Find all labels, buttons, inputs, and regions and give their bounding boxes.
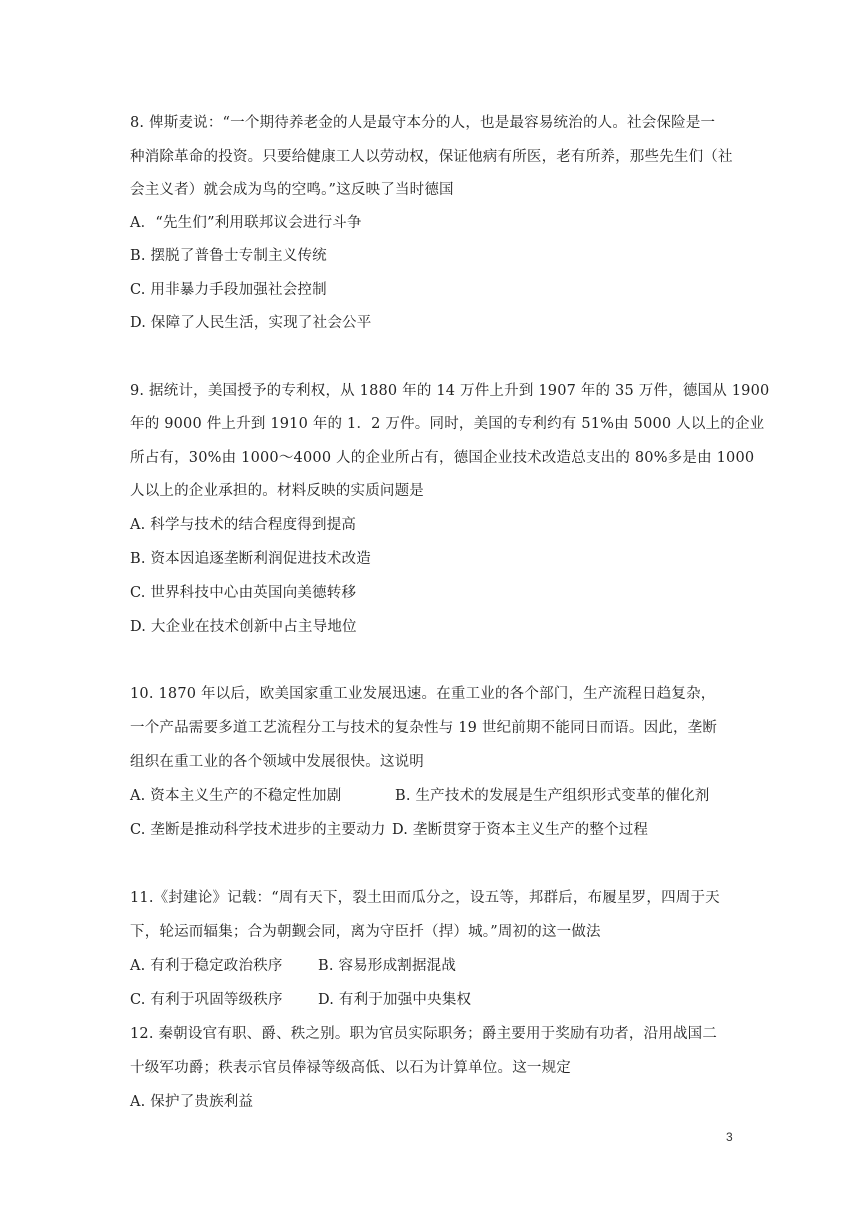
q8-stem-line-1: 8. 俾斯麦说：“一个期待养老金的人是最守本分的人，也是最容易统治的人。社会保险是一	[130, 115, 716, 131]
q11-option-d: D. 有利于加强中央集权	[318, 992, 472, 1008]
q8-stem-line-3: 会主义者）就会成为鸟的空鸣。”这反映了当时德国	[130, 182, 454, 198]
q12-stem-line-2: 十级军功爵；秩表示官员俸禄等级高低、以石为计算单位。这一规定	[130, 1060, 571, 1076]
q8-option-c: C. 用非暴力手段加强社会控制	[130, 282, 327, 298]
q12-option-a: A. 保护了贵族利益	[130, 1094, 254, 1110]
q8-option-d: D. 保障了人民生活，实现了社会公平	[130, 315, 372, 331]
q10-option-a: A. 资本主义生产的不稳定性加剧	[130, 788, 342, 804]
page-number: 3	[726, 1130, 733, 1144]
q11-option-c: C. 有利于巩固等级秩序	[130, 992, 283, 1008]
q9-stem-line-2: 年的 9000 件上升到 1910 年的 1．2 万件。同时，美国的专利约有 51%由 5000 人以上的企业	[130, 416, 765, 432]
q10-option-b: B. 生产技术的发展是生产组织形式变革的催化剂	[395, 788, 710, 804]
q10-option-d: D. 垄断贯穿于资本主义生产的整个过程	[392, 822, 649, 838]
q11-stem-line-2: 下，轮运而辐集；合为朝觐会同，离为守臣扦（捍）城。”周初的这一做法	[130, 924, 601, 940]
q11-option-b: B. 容易形成割据混战	[318, 958, 457, 974]
q11-option-a: A. 有利于稳定政治秩序	[130, 958, 283, 974]
q10-stem-line-3: 组织在重工业的各个领域中发展很快。这说明	[130, 754, 424, 770]
q12-stem-line-1: 12. 秦朝设官有职、爵、秩之别。职为官员实际职务；爵主要用于奖励有功者，沿用战国二	[130, 1026, 718, 1042]
q9-stem-line-1: 9. 据统计，美国授予的专利权，从 1880 年的 14 万件上升到 1907 年的 35 万件，德国从 1900	[130, 383, 770, 399]
q10-stem-line-1: 10. 1870 年以后，欧美国家重工业发展迅速。在重工业的各个部门，生产流程日趋复杂，	[130, 686, 716, 702]
q11-stem-line-1: 11.《封建论》记载：“周有天下，裂土田而瓜分之，设五等，邦群后，布履星罗，四周于天	[130, 890, 720, 906]
q9-option-b: B. 资本因追逐垄断利润促进技术改造	[130, 551, 371, 567]
q9-stem-line-4: 人以上的企业承担的。材料反映的实质问题是	[130, 483, 424, 499]
q9-option-c: C. 世界科技中心由英国向美德转移	[130, 585, 357, 601]
q10-stem-line-2: 一个产品需要多道工艺流程分工与技术的复杂性与 19 世纪前期不能同日而语。因此，垄断	[130, 720, 718, 736]
q10-option-c: C. 垄断是推动科学技术进步的主要动力	[130, 822, 386, 838]
q9-option-d: D. 大企业在技术创新中占主导地位	[130, 619, 357, 635]
q9-option-a: A. 科学与技术的结合程度得到提高	[130, 517, 357, 533]
q8-option-b: B. 摆脱了普鲁士专制主义传统	[130, 248, 327, 264]
q9-stem-line-3: 所占有，30%由 1000～4000 人的企业所占有，德国企业技术改造总支出的 80%多是由 1000	[130, 450, 755, 466]
q8-stem-line-2: 种消除革命的投资。只要给健康工人以劳动权，保证他病有所医，老有所养，那些先生们（社	[130, 149, 733, 165]
q8-option-a: A．“先生们”利用联邦议会进行斗争	[130, 215, 362, 231]
